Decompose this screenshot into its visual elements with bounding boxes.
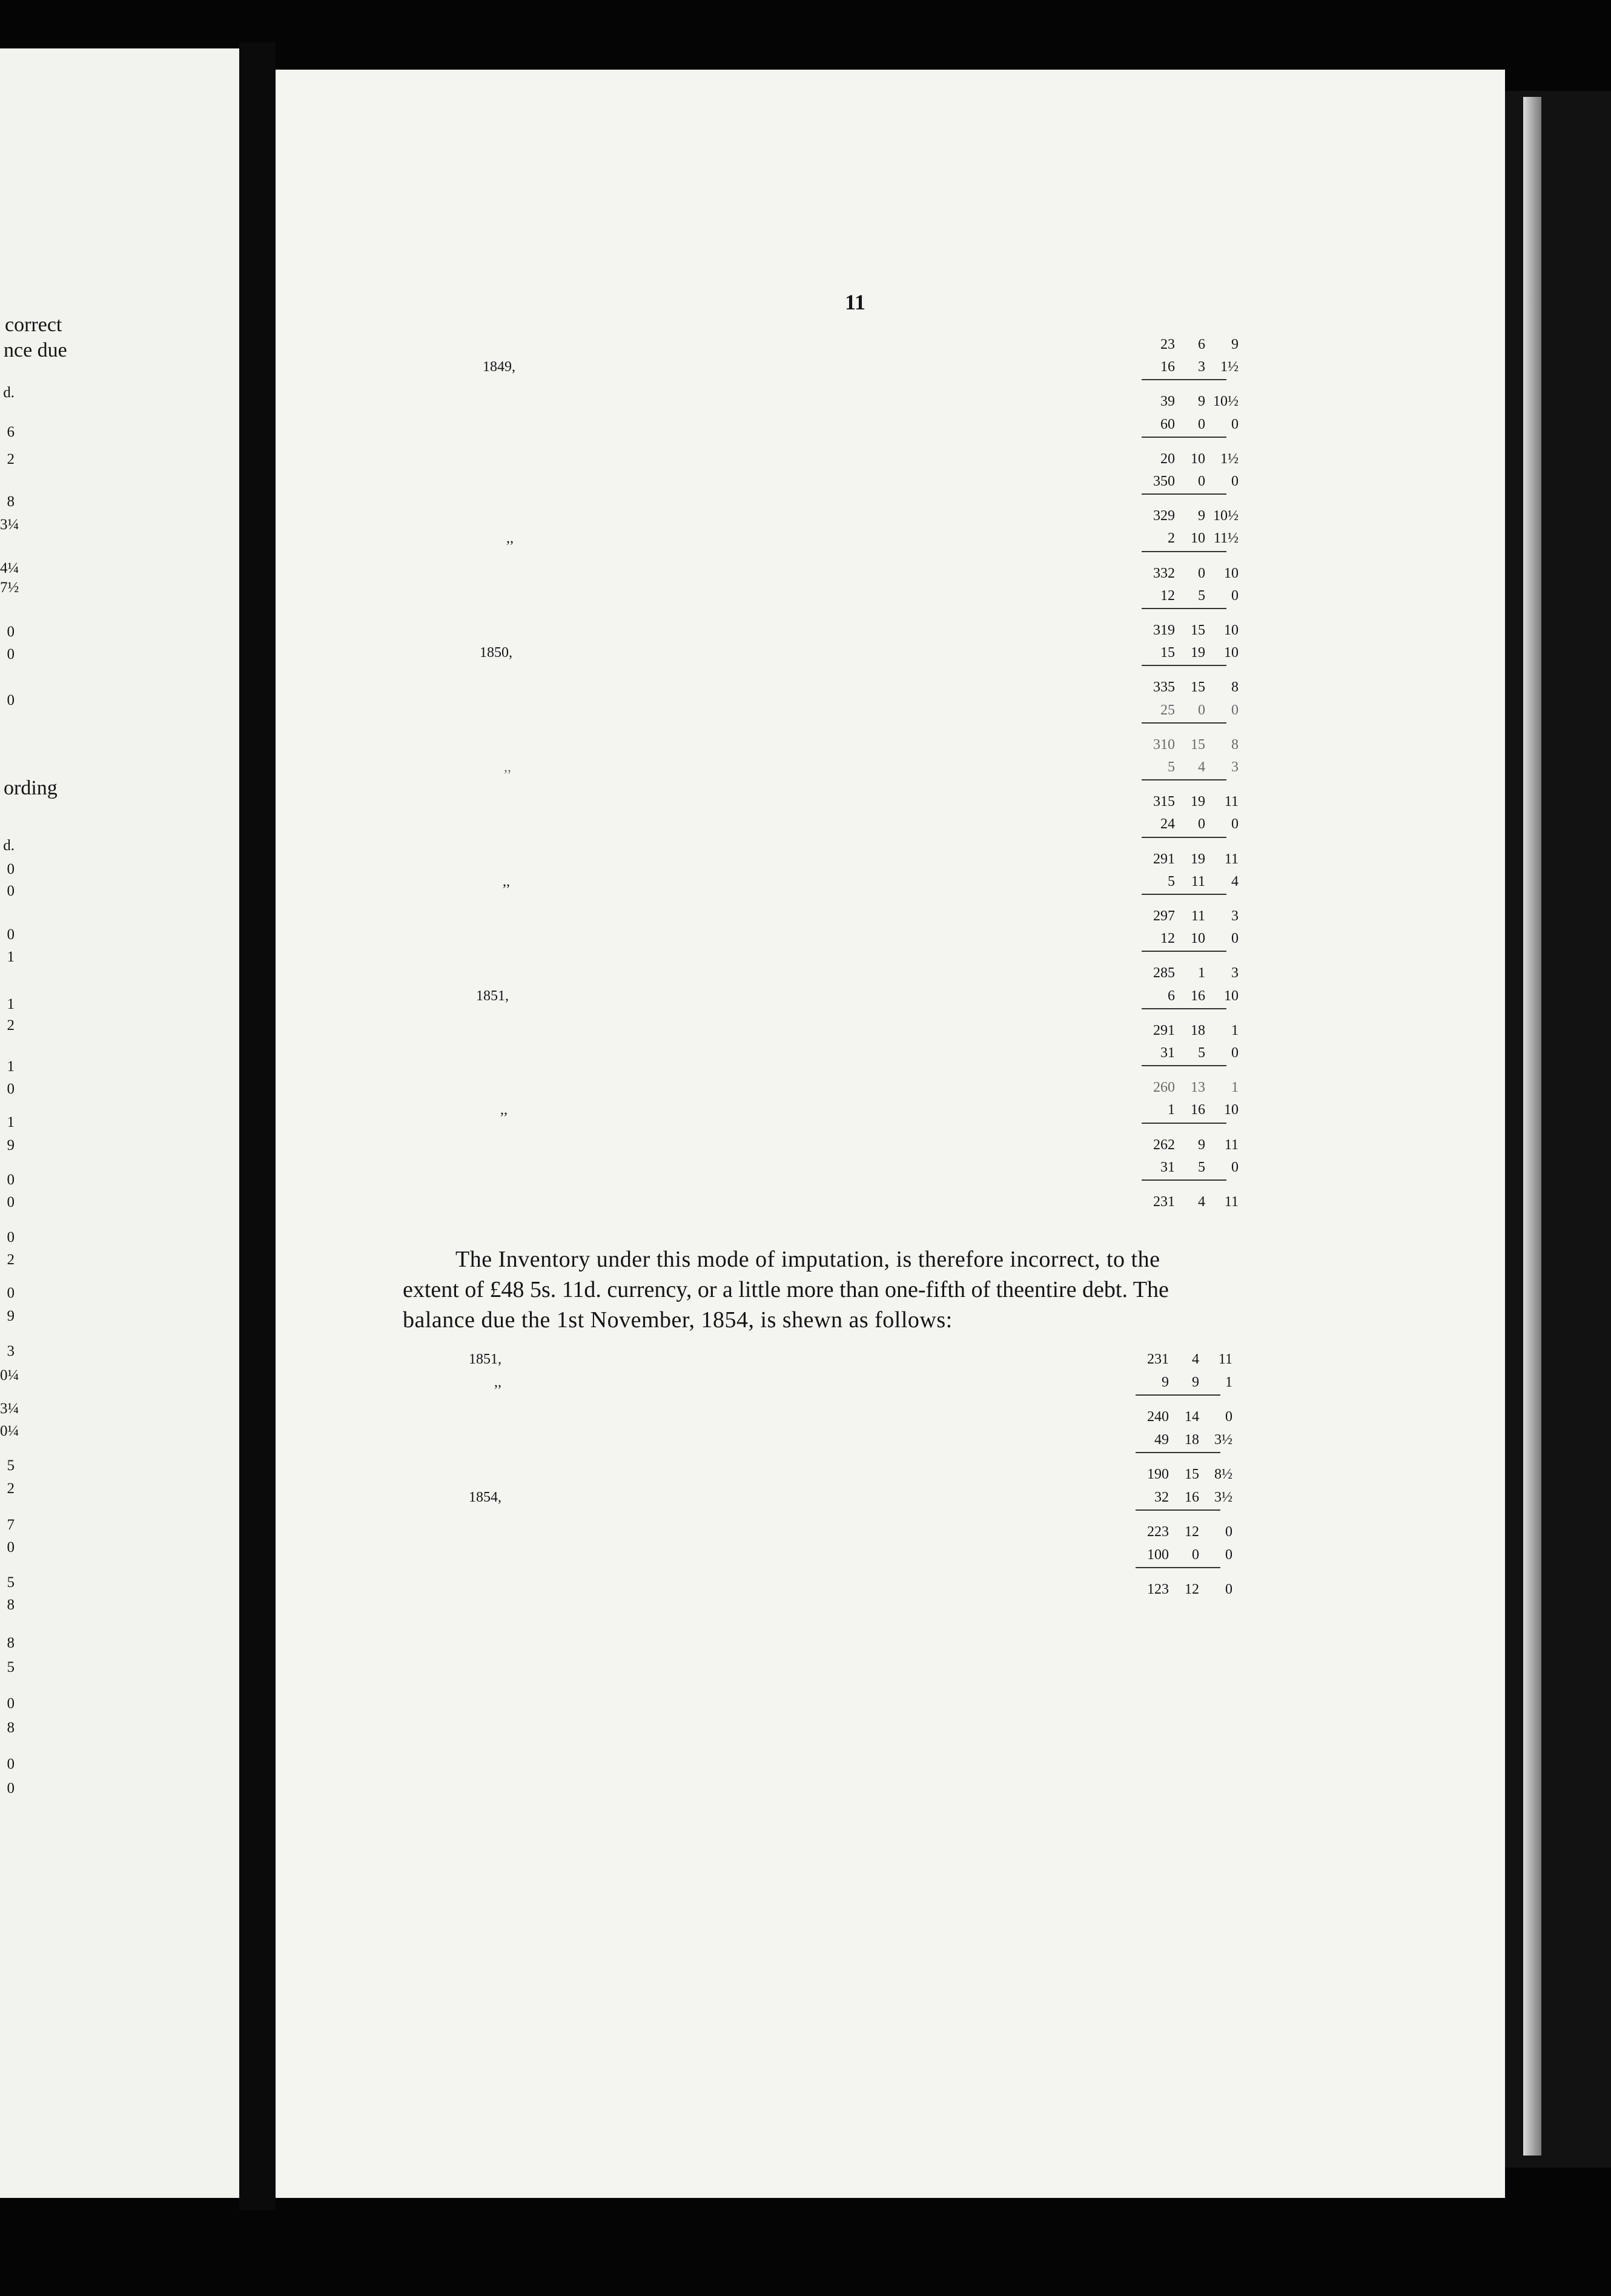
pounds-value: 9 (1162, 1374, 1169, 1390)
facing-page-digit: 0 (7, 1780, 15, 1796)
facing-page-digit: 9 (7, 1308, 15, 1324)
pounds-value: 49 (1154, 1431, 1169, 1448)
facing-page-digit: 0 (7, 1695, 15, 1712)
pounds-value: 297 (1153, 908, 1175, 924)
facing-page-digit: 5 (7, 1574, 15, 1591)
facing-page-digit: 3 (7, 1343, 15, 1359)
shillings-value: 3 (1198, 359, 1205, 375)
pounds-value: 100 (1147, 1546, 1169, 1563)
sum-rule (1142, 1179, 1226, 1181)
pounds-value: 329 (1153, 508, 1175, 524)
pounds-value: 39 (1160, 394, 1175, 410)
row-date: ,, (500, 1102, 508, 1118)
facing-page-digit: 8 (7, 1720, 15, 1736)
shillings-value: 13 (1191, 1080, 1205, 1096)
shillings-value: 16 (1191, 988, 1205, 1004)
pence-value: 11½ (1213, 530, 1239, 547)
shillings-value: 16 (1185, 1489, 1199, 1505)
pence-value: 10 (1224, 645, 1239, 661)
pounds-value: 31 (1160, 1159, 1175, 1175)
row-date: 1851, (469, 1351, 501, 1367)
facing-page-digit: 0 (7, 1756, 15, 1772)
pounds-value: 2 (1168, 530, 1175, 547)
pounds-value: 315 (1153, 794, 1175, 810)
pounds-value: 291 (1153, 851, 1175, 867)
pence-value: 0 (1225, 1524, 1232, 1540)
pence-value: 0 (1231, 931, 1239, 947)
facing-page-digit: 7½ (0, 579, 19, 596)
row-date: 1849, (483, 359, 515, 375)
pounds-value: 335 (1153, 679, 1175, 696)
paragraph-line-2: extent of £48 5s. 11d. currency, or a little more than one-fifth of theentire debt. The (403, 1277, 1169, 1302)
shillings-value: 16 (1191, 1102, 1205, 1118)
pounds-value: 5 (1168, 759, 1175, 775)
facing-page-digit: 1 (7, 1114, 15, 1130)
shillings-value: 9 (1198, 1136, 1205, 1153)
sum-rule (1142, 951, 1226, 952)
sum-rule (1142, 837, 1226, 838)
pounds-value: 123 (1147, 1582, 1169, 1597)
pence-value: 8 (1231, 736, 1239, 753)
shillings-value: 4 (1192, 1351, 1199, 1367)
shillings-value: 19 (1191, 794, 1205, 810)
pounds-value: 240 (1147, 1409, 1169, 1425)
pence-value: 1½ (1220, 450, 1239, 467)
facing-page-digit: 1 (7, 949, 15, 965)
shillings-value: 10 (1191, 450, 1205, 467)
pounds-value: 23 (1160, 337, 1175, 352)
shillings-value: 15 (1191, 736, 1205, 753)
paragraph-line-3: balance due the 1st November, 1854, is shewn as follows: (403, 1307, 953, 1333)
pence-value: 0 (1225, 1546, 1232, 1563)
shillings-value: 5 (1198, 1159, 1205, 1175)
pounds-value: 25 (1160, 702, 1175, 718)
pence-value: 1 (1231, 1022, 1239, 1038)
pence-value: 1 (1231, 1080, 1239, 1096)
pence-value: 8 (1231, 679, 1239, 696)
shillings-value: 15 (1191, 679, 1205, 696)
pence-value: 3½ (1214, 1431, 1232, 1448)
page-number: 11 (845, 290, 866, 314)
facing-page-digit: 0 (7, 1229, 15, 1245)
pence-value: 10 (1224, 988, 1239, 1004)
row-date: ,, (494, 1374, 501, 1390)
facing-page-digit: 9 (7, 1137, 15, 1153)
pence-value: 10 (1224, 565, 1239, 581)
pence-value: 0 (1231, 416, 1239, 432)
shillings-value: 6 (1198, 337, 1205, 352)
shillings-value: 10 (1191, 931, 1205, 947)
pounds-value: 231 (1153, 1194, 1175, 1210)
shillings-value: 0 (1198, 565, 1205, 581)
shillings-value: 14 (1185, 1409, 1199, 1425)
pounds-value: 332 (1153, 565, 1175, 581)
pence-value: 3 (1231, 759, 1239, 775)
shillings-value: 0 (1192, 1546, 1199, 1563)
sum-rule (1142, 1008, 1226, 1009)
sum-rule (1142, 779, 1226, 780)
pounds-value: 5 (1168, 873, 1175, 889)
pounds-value: 260 (1153, 1080, 1175, 1096)
sum-rule (1136, 1394, 1220, 1396)
pence-value: 11 (1224, 1194, 1239, 1210)
facing-page-digit: d. (3, 837, 15, 854)
facing-page-digit: 0¼ (0, 1423, 19, 1439)
row-date: ,, (504, 759, 511, 775)
shillings-value: 15 (1185, 1466, 1199, 1482)
facing-page-digit: 0 (7, 926, 15, 943)
pence-value: 10 (1224, 622, 1239, 638)
facing-page-digit: 0 (7, 1539, 15, 1555)
sum-rule (1142, 894, 1226, 895)
facing-page-digit: 0 (7, 1285, 15, 1301)
facing-page-digit: 1 (7, 996, 15, 1012)
facing-page-digit: 0 (7, 692, 15, 708)
pence-value: 8½ (1214, 1466, 1232, 1482)
pence-value: 11 (1218, 1351, 1232, 1367)
pence-value: 10½ (1213, 394, 1239, 410)
pence-value: 1 (1225, 1374, 1232, 1390)
pence-value: 0 (1225, 1409, 1232, 1425)
shillings-value: 18 (1191, 1022, 1205, 1038)
sum-rule (1136, 1452, 1220, 1453)
pounds-value: 12 (1160, 587, 1175, 604)
shillings-value: 0 (1198, 702, 1205, 718)
pounds-value: 231 (1147, 1351, 1169, 1367)
row-date: ,, (506, 530, 514, 547)
pounds-value: 223 (1147, 1524, 1169, 1540)
facing-page-digit: 5 (7, 1457, 15, 1474)
sum-rule (1142, 1123, 1226, 1124)
pounds-value: 16 (1160, 359, 1175, 375)
row-date: 1854, (469, 1489, 501, 1505)
pounds-value: 12 (1160, 931, 1175, 947)
facing-page-digit: 0 (7, 1172, 15, 1188)
sum-rule (1142, 722, 1226, 724)
facing-page-digit: d. (3, 384, 15, 401)
sum-rule (1136, 1509, 1220, 1511)
facing-page-digit: 0 (7, 861, 15, 877)
pence-value: 0 (1231, 816, 1239, 833)
shillings-value: 1 (1198, 965, 1205, 981)
pounds-value: 15 (1160, 645, 1175, 661)
facing-page-digit: 5 (7, 1659, 15, 1675)
sum-rule (1142, 665, 1226, 666)
facing-page-digit: 2 (7, 451, 15, 467)
sum-rule (1142, 1065, 1226, 1066)
pounds-value: 31 (1160, 1045, 1175, 1061)
pounds-value: 190 (1147, 1466, 1169, 1482)
facing-page-digit: 3¼ (0, 1400, 19, 1417)
pounds-value: 350 (1153, 473, 1175, 489)
paragraph-line-1: The Inventory under this mode of imputation, is therefore incorrect, to the (455, 1247, 1160, 1272)
pounds-value: 285 (1153, 965, 1175, 981)
facing-page-digit: 6 (7, 424, 15, 440)
pence-value: 1½ (1220, 359, 1239, 375)
pounds-value: 1 (1168, 1102, 1175, 1118)
facing-page-text: correct (5, 314, 62, 336)
facing-page-digit: 2 (7, 1017, 15, 1034)
sum-rule (1142, 608, 1226, 609)
facing-page-text: nce due (4, 339, 67, 361)
row-date: 1850, (480, 645, 512, 661)
facing-page-digit: 2 (7, 1480, 15, 1497)
pounds-value: 6 (1168, 988, 1175, 1004)
pence-value: 4 (1231, 873, 1239, 889)
facing-page-digit: 3¼ (0, 516, 19, 533)
facing-page-text: ording (4, 777, 58, 799)
pence-value: 3 (1231, 965, 1239, 981)
sum-rule (1142, 493, 1226, 495)
pounds-value: 60 (1160, 416, 1175, 432)
row-date: ,, (503, 873, 510, 889)
shillings-value: 10 (1191, 530, 1205, 547)
pence-value: 0 (1231, 587, 1239, 604)
shillings-value: 12 (1185, 1582, 1199, 1597)
sum-rule (1136, 1567, 1220, 1568)
pounds-value: 319 (1153, 622, 1175, 638)
facing-page-digit: 0 (7, 646, 15, 662)
sum-rule (1142, 551, 1226, 552)
pence-value: 0 (1231, 1045, 1239, 1061)
shillings-value: 18 (1185, 1431, 1199, 1448)
shillings-value: 9 (1192, 1374, 1199, 1390)
pence-value: 11 (1224, 851, 1239, 867)
shillings-value: 12 (1185, 1524, 1199, 1540)
facing-page-digit: 2 (7, 1252, 15, 1268)
page-edges (1505, 91, 1611, 2168)
facing-page-digit: 0 (7, 624, 15, 640)
pence-value: 10 (1224, 1102, 1239, 1118)
shillings-value: 4 (1198, 759, 1205, 775)
pounds-value: 310 (1153, 736, 1175, 753)
shillings-value: 9 (1198, 394, 1205, 410)
facing-page-digit: 0 (7, 1194, 15, 1210)
shillings-value: 11 (1191, 908, 1205, 924)
shillings-value: 0 (1198, 416, 1205, 432)
facing-page-digit: 0¼ (0, 1367, 19, 1384)
facing-page-digit: 0 (7, 883, 15, 899)
sum-rule (1142, 379, 1226, 380)
shillings-value: 4 (1198, 1194, 1205, 1210)
shillings-value: 9 (1198, 508, 1205, 524)
pence-value: 0 (1231, 1159, 1239, 1175)
pence-value: 11 (1224, 1136, 1239, 1153)
pence-value: 3 (1231, 908, 1239, 924)
sum-rule (1142, 437, 1226, 438)
shillings-value: 19 (1191, 645, 1205, 661)
pence-value: 10½ (1213, 508, 1239, 524)
main-page (276, 70, 1505, 2198)
pence-value: 11 (1224, 794, 1239, 810)
pounds-value: 262 (1153, 1136, 1175, 1153)
shillings-value: 19 (1191, 851, 1205, 867)
page-edge-stack (1523, 97, 1541, 2156)
facing-page-digit: 0 (7, 1081, 15, 1097)
facing-page-digit: 8 (7, 1635, 15, 1651)
shillings-value: 15 (1191, 622, 1205, 638)
pounds-value: 32 (1154, 1489, 1169, 1505)
pounds-value: 24 (1160, 816, 1175, 833)
pence-value: 0 (1231, 702, 1239, 718)
pence-value: 9 (1231, 337, 1239, 352)
pence-value: 0 (1225, 1582, 1232, 1597)
pounds-value: 291 (1153, 1022, 1175, 1038)
pence-value: 3½ (1214, 1489, 1232, 1505)
shillings-value: 0 (1198, 473, 1205, 489)
pence-value: 0 (1231, 473, 1239, 489)
facing-page-digit: 8 (7, 1597, 15, 1613)
facing-page-digit: 1 (7, 1058, 15, 1075)
pounds-value: 20 (1160, 450, 1175, 467)
facing-page-digit: 7 (7, 1517, 15, 1533)
shillings-value: 0 (1198, 816, 1205, 833)
facing-page (0, 48, 239, 2198)
facing-page-digit: 8 (7, 493, 15, 510)
row-date: 1851, (476, 988, 509, 1004)
facing-page-digit: 4¼ (0, 560, 19, 576)
shillings-value: 11 (1191, 873, 1205, 889)
book-gutter (239, 42, 276, 2210)
shillings-value: 5 (1198, 1045, 1205, 1061)
shillings-value: 5 (1198, 587, 1205, 604)
